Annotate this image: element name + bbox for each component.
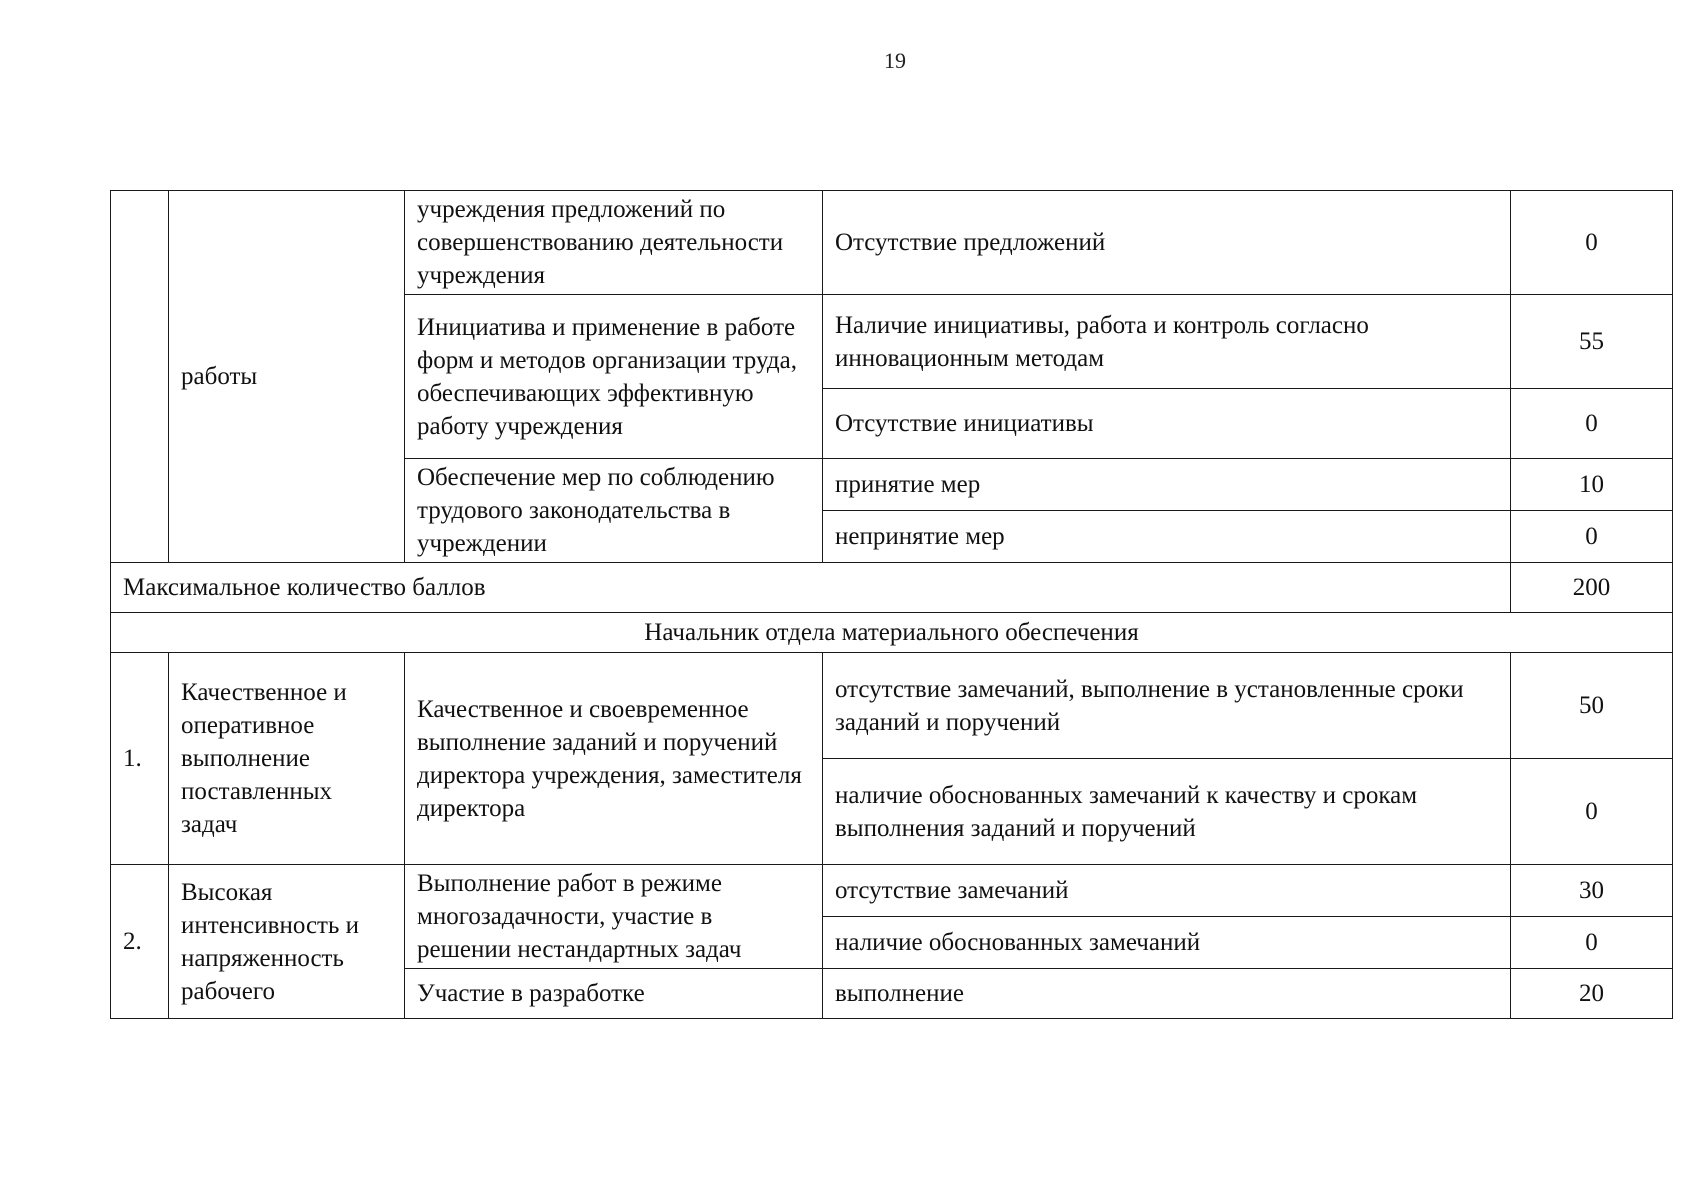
score-cell: 20 [1511, 969, 1673, 1019]
indicator-cell: Выполнение работ в режиме многозадачности, участие в решении нестандартных задач [405, 865, 823, 969]
condition-cell: принятие мер [823, 459, 1511, 511]
condition-cell: Отсутствие предложений [823, 191, 1511, 295]
condition-cell: непринятие мер [823, 511, 1511, 563]
table-row [111, 865, 1673, 917]
condition-cell: Наличие инициативы, работа и контроль согласно инновационным методам [823, 295, 1511, 389]
condition-cell: наличие обоснованных замечаний к качеству и срокам выполнения заданий и поручений [823, 759, 1511, 865]
score-cell: 0 [1511, 389, 1673, 459]
score-cell: 0 [1511, 759, 1673, 865]
criterion-cell: Качественное и оперативное выполнение поставленных задач [169, 653, 405, 865]
number-cell-empty [111, 191, 169, 563]
section-title: Начальник отдела материального обеспечения [111, 613, 1673, 653]
row-number: 2. [111, 865, 169, 1019]
score-cell: 30 [1511, 865, 1673, 917]
indicator-cell: Участие в разработке [405, 969, 823, 1019]
condition-cell: отсутствие замечаний [823, 865, 1511, 917]
condition-cell: Отсутствие инициативы [823, 389, 1511, 459]
indicator-cell: Инициатива и применение в работе форм и методов организации труда, обеспечивающих эффективную работу учреждения [405, 295, 823, 459]
score-cell: 10 [1511, 459, 1673, 511]
criterion-cell: Высокая интенсивность и напряженность рабочего [169, 865, 405, 1019]
indicator-cell: Обеспечение мер по соблюдению трудового законодательства в учреждении [405, 459, 823, 563]
max-score-value: 200 [1511, 563, 1673, 613]
section-heading-row [111, 613, 1673, 653]
row-number: 1. [111, 653, 169, 865]
criterion-cell: работы [169, 191, 405, 563]
table-row [111, 191, 1673, 295]
condition-cell: отсутствие замечаний, выполнение в установленные сроки заданий и поручений [823, 653, 1511, 759]
criteria-table [110, 190, 1673, 1019]
indicator-cell: Качественное и своевременное выполнение заданий и поручений директора учреждения, заместителя директора [405, 653, 823, 865]
score-cell: 0 [1511, 511, 1673, 563]
score-cell: 0 [1511, 917, 1673, 969]
page-number: 19 [884, 48, 906, 73]
condition-cell: наличие обоснованных замечаний [823, 917, 1511, 969]
table-row [111, 653, 1673, 759]
score-cell: 50 [1511, 653, 1673, 759]
condition-cell: выполнение [823, 969, 1511, 1019]
max-score-label: Максимальное количество баллов [111, 563, 1511, 613]
indicator-cell: учреждения предложений по совершенствованию деятельности учреждения [405, 191, 823, 295]
max-score-row [111, 563, 1673, 613]
score-cell: 55 [1511, 295, 1673, 389]
score-cell: 0 [1511, 191, 1673, 295]
